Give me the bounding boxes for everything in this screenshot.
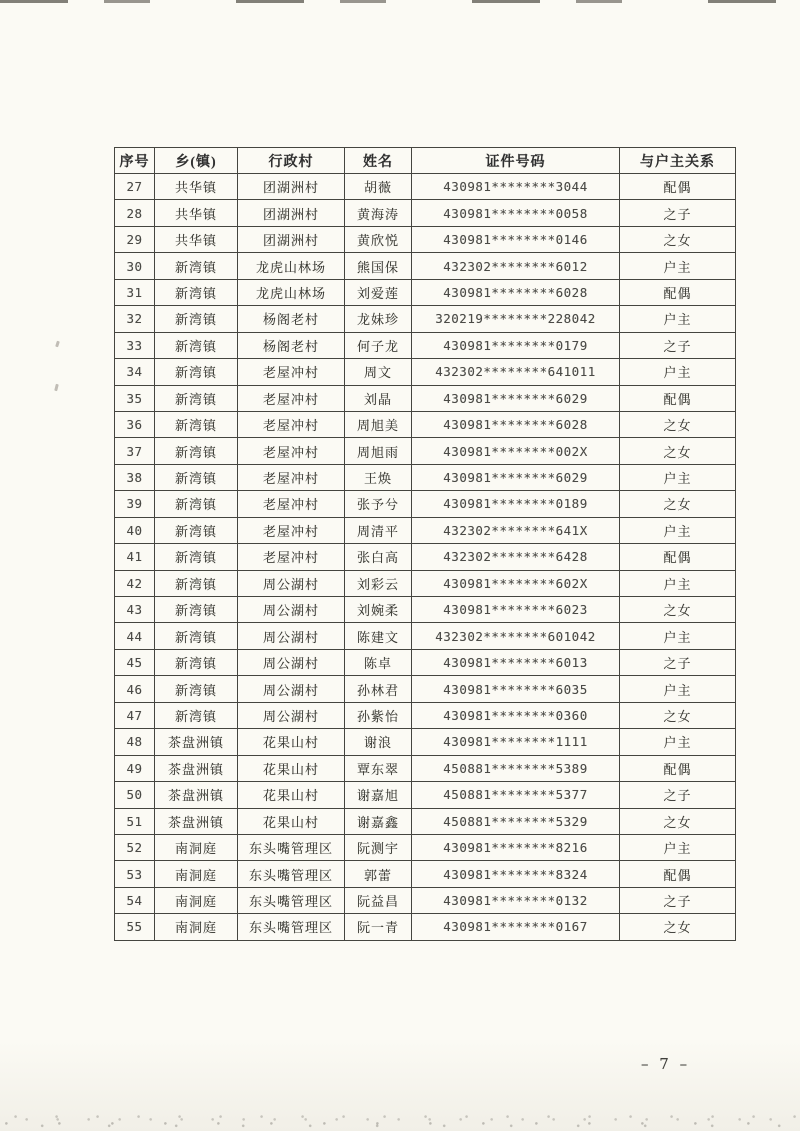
row-name: 谢浪 (345, 729, 412, 755)
table-row (115, 861, 736, 887)
row-name: 刘彩云 (345, 570, 412, 596)
table-row (115, 491, 736, 517)
row-id-number: 430981********0167 (412, 914, 620, 940)
table-header-row (115, 148, 736, 174)
row-village: 团湖洲村 (238, 226, 345, 252)
row-village: 周公湖村 (238, 649, 345, 675)
row-id-number: 430981********6028 (412, 279, 620, 305)
page-number: – 7 – (641, 1055, 691, 1073)
row-relation: 户主 (620, 676, 736, 702)
row-village: 团湖洲村 (238, 200, 345, 226)
row-relation: 户主 (620, 517, 736, 543)
row-township: 南洞庭 (155, 834, 238, 860)
row-id-number: 430981********6013 (412, 649, 620, 675)
row-village: 团湖洲村 (238, 174, 345, 200)
row-township: 新湾镇 (155, 306, 238, 332)
row-village: 老屋冲村 (238, 438, 345, 464)
table-row (115, 755, 736, 781)
row-village: 杨阁老村 (238, 306, 345, 332)
row-no: 34 (115, 359, 155, 385)
row-township: 新湾镇 (155, 411, 238, 437)
row-no: 35 (115, 385, 155, 411)
row-township: 共华镇 (155, 226, 238, 252)
household-roster-table (114, 147, 736, 941)
row-relation: 户主 (620, 306, 736, 332)
scan-speck (55, 341, 60, 348)
row-name: 孙紫怡 (345, 702, 412, 728)
row-name: 周旭美 (345, 411, 412, 437)
row-name: 刘晶 (345, 385, 412, 411)
col-header-id-number: 证件号码 (412, 148, 620, 174)
row-relation: 之女 (620, 597, 736, 623)
row-no: 40 (115, 517, 155, 543)
table-row (115, 200, 736, 226)
row-id-number: 430981********1111 (412, 729, 620, 755)
row-name: 陈建文 (345, 623, 412, 649)
table-row (115, 782, 736, 808)
row-relation: 之女 (620, 438, 736, 464)
table-row (115, 834, 736, 860)
row-township: 新湾镇 (155, 491, 238, 517)
row-id-number: 430981********0058 (412, 200, 620, 226)
row-village: 东头嘴管理区 (238, 834, 345, 860)
row-no: 33 (115, 332, 155, 358)
row-township: 南洞庭 (155, 861, 238, 887)
row-id-number: 430981********6023 (412, 597, 620, 623)
row-village: 周公湖村 (238, 623, 345, 649)
row-id-number: 432302********641X (412, 517, 620, 543)
row-township: 新湾镇 (155, 359, 238, 385)
table-row (115, 279, 736, 305)
table-row (115, 359, 736, 385)
table-row (115, 729, 736, 755)
row-village: 东头嘴管理区 (238, 887, 345, 913)
row-relation: 户主 (620, 359, 736, 385)
row-village: 龙虎山林场 (238, 279, 345, 305)
row-township: 新湾镇 (155, 438, 238, 464)
row-id-number: 430981********6028 (412, 411, 620, 437)
row-relation: 户主 (620, 834, 736, 860)
row-township: 茶盘洲镇 (155, 808, 238, 834)
row-village: 花果山村 (238, 729, 345, 755)
row-id-number: 430981********0360 (412, 702, 620, 728)
row-name: 胡薇 (345, 174, 412, 200)
row-name: 覃东翠 (345, 755, 412, 781)
row-village: 周公湖村 (238, 570, 345, 596)
row-township: 新湾镇 (155, 464, 238, 490)
row-no: 37 (115, 438, 155, 464)
col-header-village: 行政村 (238, 148, 345, 174)
row-township: 新湾镇 (155, 385, 238, 411)
row-no: 52 (115, 834, 155, 860)
table-row (115, 702, 736, 728)
row-no: 31 (115, 279, 155, 305)
scan-bottom-edge-artifact (0, 1111, 800, 1131)
row-name: 谢嘉鑫 (345, 808, 412, 834)
row-relation: 户主 (620, 729, 736, 755)
row-township: 新湾镇 (155, 517, 238, 543)
row-name: 谢嘉旭 (345, 782, 412, 808)
row-id-number: 430981********6029 (412, 385, 620, 411)
row-name: 阮一青 (345, 914, 412, 940)
row-village: 老屋冲村 (238, 544, 345, 570)
row-village: 花果山村 (238, 808, 345, 834)
row-relation: 户主 (620, 253, 736, 279)
table-row (115, 676, 736, 702)
table-row (115, 464, 736, 490)
row-relation: 配偶 (620, 385, 736, 411)
row-township: 新湾镇 (155, 649, 238, 675)
scan-top-edge-artifact (0, 0, 800, 3)
row-id-number: 450881********5329 (412, 808, 620, 834)
row-village: 周公湖村 (238, 702, 345, 728)
row-id-number: 430981********0146 (412, 226, 620, 252)
table-row (115, 411, 736, 437)
row-no: 48 (115, 729, 155, 755)
table-row (115, 570, 736, 596)
row-relation: 之子 (620, 887, 736, 913)
row-id-number: 320219********228042 (412, 306, 620, 332)
row-no: 32 (115, 306, 155, 332)
row-village: 老屋冲村 (238, 411, 345, 437)
row-village: 周公湖村 (238, 597, 345, 623)
row-relation: 之子 (620, 332, 736, 358)
row-no: 55 (115, 914, 155, 940)
row-id-number: 432302********6428 (412, 544, 620, 570)
row-no: 43 (115, 597, 155, 623)
row-relation: 配偶 (620, 861, 736, 887)
row-village: 花果山村 (238, 755, 345, 781)
row-village: 龙虎山林场 (238, 253, 345, 279)
row-township: 共华镇 (155, 174, 238, 200)
row-id-number: 430981********0132 (412, 887, 620, 913)
table-row (115, 226, 736, 252)
row-township: 新湾镇 (155, 253, 238, 279)
row-no: 47 (115, 702, 155, 728)
row-relation: 配偶 (620, 544, 736, 570)
row-id-number: 430981********6035 (412, 676, 620, 702)
row-relation: 之女 (620, 411, 736, 437)
table-row (115, 887, 736, 913)
table-row (115, 623, 736, 649)
row-name: 周文 (345, 359, 412, 385)
row-township: 茶盘洲镇 (155, 729, 238, 755)
row-relation: 配偶 (620, 279, 736, 305)
scan-speck (54, 384, 59, 392)
row-township: 共华镇 (155, 200, 238, 226)
col-header-name: 姓名 (345, 148, 412, 174)
row-id-number: 430981********6029 (412, 464, 620, 490)
row-name: 刘爱莲 (345, 279, 412, 305)
row-id-number: 430981********0179 (412, 332, 620, 358)
row-no: 29 (115, 226, 155, 252)
row-name: 刘婉柔 (345, 597, 412, 623)
row-name: 熊国保 (345, 253, 412, 279)
row-name: 何子龙 (345, 332, 412, 358)
row-relation: 之女 (620, 914, 736, 940)
row-no: 41 (115, 544, 155, 570)
row-township: 南洞庭 (155, 914, 238, 940)
row-township: 新湾镇 (155, 544, 238, 570)
table-row (115, 306, 736, 332)
row-id-number: 430981********3044 (412, 174, 620, 200)
row-id-number: 430981********602X (412, 570, 620, 596)
col-header-no: 序号 (115, 148, 155, 174)
row-township: 新湾镇 (155, 570, 238, 596)
row-no: 53 (115, 861, 155, 887)
row-relation: 之女 (620, 226, 736, 252)
row-township: 茶盘洲镇 (155, 782, 238, 808)
row-no: 51 (115, 808, 155, 834)
row-relation: 之女 (620, 491, 736, 517)
row-no: 39 (115, 491, 155, 517)
table-row (115, 253, 736, 279)
row-name: 阮测宇 (345, 834, 412, 860)
row-township: 新湾镇 (155, 623, 238, 649)
row-no: 28 (115, 200, 155, 226)
row-relation: 配偶 (620, 174, 736, 200)
table-body (115, 174, 736, 941)
col-header-township: 乡(镇) (155, 148, 238, 174)
row-township: 新湾镇 (155, 597, 238, 623)
row-name: 王焕 (345, 464, 412, 490)
row-name: 张白高 (345, 544, 412, 570)
row-township: 新湾镇 (155, 279, 238, 305)
row-village: 周公湖村 (238, 676, 345, 702)
row-id-number: 432302********641011 (412, 359, 620, 385)
row-township: 新湾镇 (155, 676, 238, 702)
row-no: 36 (115, 411, 155, 437)
row-village: 杨阁老村 (238, 332, 345, 358)
row-township: 茶盘洲镇 (155, 755, 238, 781)
row-name: 郭蕾 (345, 861, 412, 887)
row-id-number: 430981********8216 (412, 834, 620, 860)
row-relation: 户主 (620, 464, 736, 490)
row-village: 老屋冲村 (238, 464, 345, 490)
row-no: 50 (115, 782, 155, 808)
row-village: 花果山村 (238, 782, 345, 808)
row-name: 周清平 (345, 517, 412, 543)
row-village: 东头嘴管理区 (238, 861, 345, 887)
row-no: 54 (115, 887, 155, 913)
row-name: 孙林君 (345, 676, 412, 702)
row-no: 49 (115, 755, 155, 781)
table-row (115, 517, 736, 543)
row-village: 老屋冲村 (238, 517, 345, 543)
row-no: 45 (115, 649, 155, 675)
table-row (115, 544, 736, 570)
row-township: 新湾镇 (155, 702, 238, 728)
row-relation: 之女 (620, 702, 736, 728)
row-id-number: 430981********0189 (412, 491, 620, 517)
row-township: 南洞庭 (155, 887, 238, 913)
row-name: 陈卓 (345, 649, 412, 675)
row-name: 张予兮 (345, 491, 412, 517)
row-no: 46 (115, 676, 155, 702)
table-row (115, 597, 736, 623)
row-relation: 之子 (620, 782, 736, 808)
row-relation: 户主 (620, 623, 736, 649)
row-name: 黄海涛 (345, 200, 412, 226)
row-township: 新湾镇 (155, 332, 238, 358)
row-relation: 之女 (620, 808, 736, 834)
row-name: 阮益昌 (345, 887, 412, 913)
table-row (115, 385, 736, 411)
row-village: 东头嘴管理区 (238, 914, 345, 940)
row-no: 42 (115, 570, 155, 596)
row-name: 黄欣悦 (345, 226, 412, 252)
row-no: 30 (115, 253, 155, 279)
row-id-number: 432302********601042 (412, 623, 620, 649)
row-id-number: 432302********6012 (412, 253, 620, 279)
row-no: 38 (115, 464, 155, 490)
table-row (115, 649, 736, 675)
row-village: 老屋冲村 (238, 491, 345, 517)
table-row (115, 174, 736, 200)
row-relation: 之子 (620, 200, 736, 226)
row-name: 龙妹珍 (345, 306, 412, 332)
row-id-number: 450881********5389 (412, 755, 620, 781)
row-id-number: 430981********8324 (412, 861, 620, 887)
row-name: 周旭雨 (345, 438, 412, 464)
row-id-number: 450881********5377 (412, 782, 620, 808)
row-no: 44 (115, 623, 155, 649)
col-header-relation: 与户主关系 (620, 148, 736, 174)
row-village: 老屋冲村 (238, 385, 345, 411)
row-relation: 配偶 (620, 755, 736, 781)
table-row (115, 808, 736, 834)
row-relation: 之子 (620, 649, 736, 675)
row-village: 老屋冲村 (238, 359, 345, 385)
row-relation: 户主 (620, 570, 736, 596)
table-row (115, 438, 736, 464)
row-id-number: 430981********002X (412, 438, 620, 464)
row-no: 27 (115, 174, 155, 200)
table-row (115, 332, 736, 358)
table-row (115, 914, 736, 940)
